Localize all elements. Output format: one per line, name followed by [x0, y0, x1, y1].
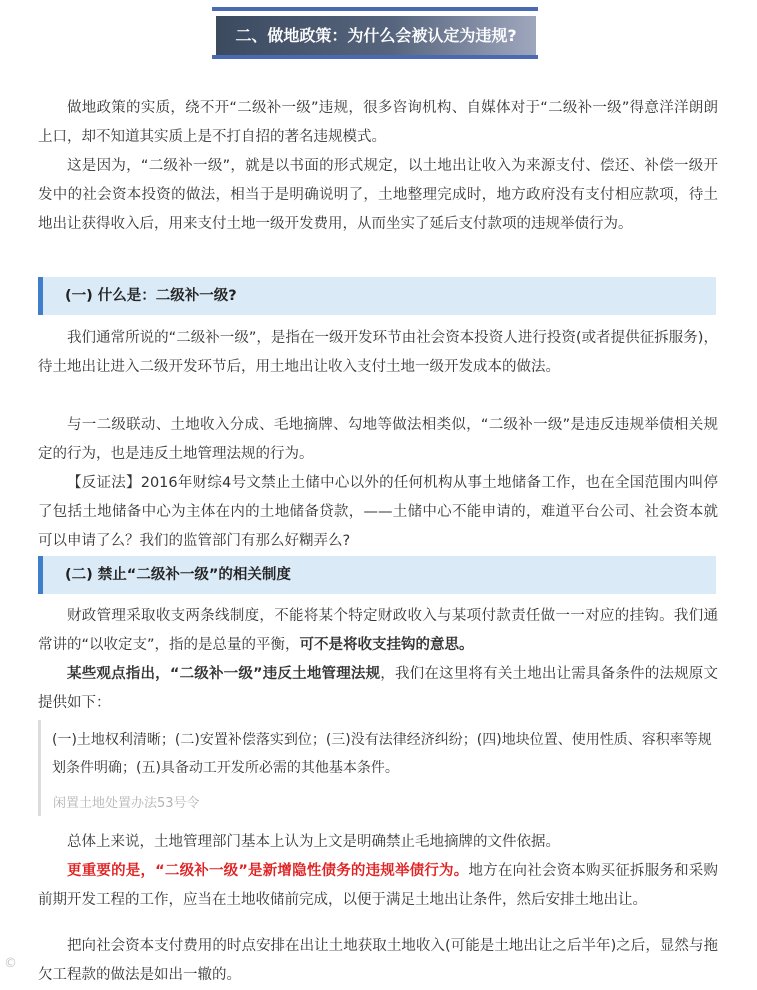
title-banner	[212, 7, 538, 59]
quote-text: (一)土地权利清晰；(二)安置补偿落实到位；(三)没有法律经济纠纷；(四)地块位置、使用性质、容积率等规划条件明确；(五)具备动工开发所必需的其他基本条件。	[52, 732, 712, 776]
section-1-paragraph-3: 【反证法】2016年财综4号文禁止土储中心以外的任何机构从事土地储备工作，也在全国范围内叫停了包括土地储备中心为主体在内的土地储备贷款，——土储中心不能申请的，难道平台公司、社会资本就可以申请了么？我们的监管部门有那么好糊弄么?	[38, 475, 718, 549]
title-bottom-rule	[212, 55, 538, 59]
section-2-paragraph-3: 总体上来说，土地管理部门基本上认为上文是明确禁止毛地摘牌的文件依据。	[67, 834, 560, 850]
section-2-paragraph-4	[38, 857, 718, 915]
highlight-text: 更重要的是，“二级补一级”是新增隐性债务的违规举债行为。	[67, 863, 469, 879]
section-2-paragraph-1	[38, 602, 718, 660]
section-2-paragraph-5: 把向社会资本支付费用的时点安排在出让土地获取土地收入(可能是土地出让之后半年)之后，显然与拖欠工程款的做法是如出一辙的。	[38, 938, 718, 983]
quote-source: 闲置土地处置办法53号令	[53, 796, 200, 811]
paragraph-text: 地方在向社会资本购买征拆服务和采购前期开发工程的工作，应当在土地收储前完成，以便于满足土地出让条件，然后安排土地出让。	[38, 863, 719, 908]
section-1-paragraph-2: 与一二级联动、土地收入分成、毛地摘牌、勾地等做法相类似，“二级补一级”是违反违规举债相关规定的行为，也是违反土地管理法规的行为。	[38, 417, 718, 462]
intro-paragraph-2: 这是因为，“二级补一级”，就是以书面的形式规定，以土地出让收入为来源支付、偿还、补偿一级开发中的社会资本投资的做法，相当于是明确说明了，土地整理完成时，地方政府没有支付相应款项，待土地出让获得收入后，用来支付土地一级开发费用，从而坐实了延后支付款项的违规举债行为。	[38, 158, 718, 232]
section-2-paragraph-2	[38, 660, 718, 718]
emphasis-text: 某些观点指出，“二级补一级”违反土地管理法规	[67, 666, 381, 682]
title-top-rule	[212, 7, 538, 11]
paragraph-text: 财政管理采取收支两条线制度，不能将某个特定财政收入与某项付款责任做一一对应的挂钩。我们通常讲的“以收定支”，指的是总量的平衡，	[38, 608, 718, 653]
regulation-quote	[38, 720, 718, 816]
watermark-logo: ©	[4, 956, 18, 971]
emphasis-text: 可不是将收支挂钩的意思。	[299, 637, 474, 653]
paragraph-text: ，我们在这里将有关土地出让需具备条件的法规原文提供如下：	[38, 666, 718, 711]
section-2-heading: (二) 禁止“二级补一级”的相关制度	[38, 556, 716, 594]
section-1-heading: (一) 什么是：二级补一级?	[38, 277, 716, 315]
section-1-paragraph-1: 我们通常所说的“二级补一级”，是指在一级开发环节由社会资本投资人进行投资(或者提供征拆服务)，待土地出让进入二级开发环节后，用土地出让收入支付土地一级开发成本的做法。	[38, 330, 718, 375]
page-title: 二、做地政策：为什么会被认定为违规?	[216, 16, 536, 56]
intro-paragraph-1: 做地政策的实质，绕不开“二级补一级”违规，很多咨询机构、自媒体对于“二级补一级”得意洋洋朗朗上口，却不知道其实质上是不打自招的著名违规模式。	[38, 100, 718, 145]
